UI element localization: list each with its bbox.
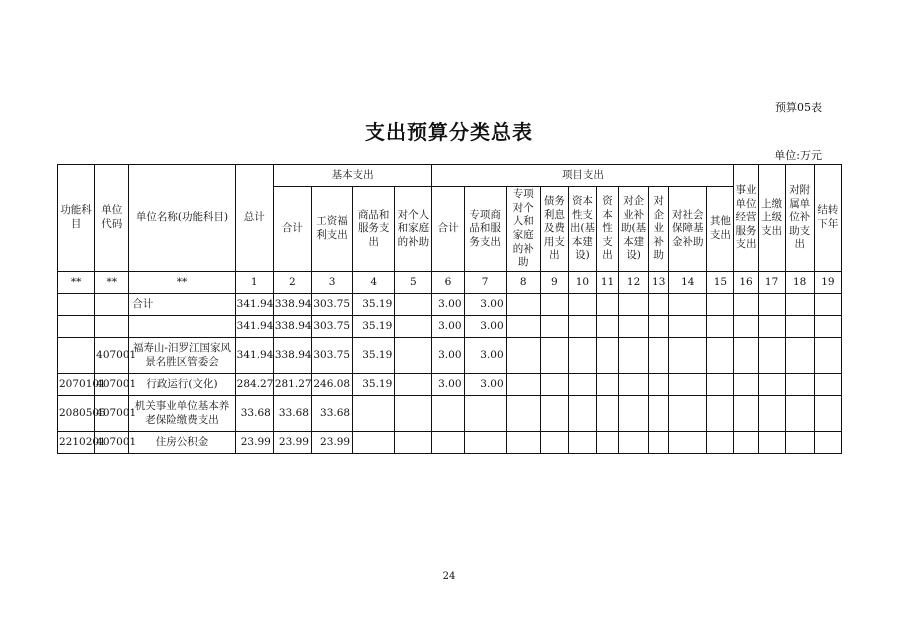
- amount-cell: [506, 432, 540, 454]
- amount-cell: [395, 316, 432, 338]
- table-row: [58, 396, 842, 432]
- amount-cell: [506, 396, 540, 432]
- func-code-cell: 2080505: [58, 396, 95, 432]
- amount-cell: [814, 374, 841, 396]
- index-cell: 5: [395, 272, 432, 294]
- unit-name-cell: 住房公积金: [129, 432, 235, 454]
- amount-cell: [707, 396, 734, 432]
- amount-cell: [669, 432, 707, 454]
- header-row-1: [58, 165, 842, 187]
- table-row: [58, 338, 842, 374]
- amount-cell: 3.00: [464, 316, 506, 338]
- amount-cell: [568, 338, 596, 374]
- amount-cell: 23.99: [273, 432, 311, 454]
- col-basic-total: 合计: [273, 187, 311, 272]
- amount-cell: 3.00: [432, 374, 464, 396]
- amount-cell: [596, 316, 618, 338]
- page-title: 支出预算分类总表: [365, 120, 533, 144]
- col-unit-code: 单位代码: [95, 165, 129, 272]
- amount-cell: [734, 294, 758, 316]
- amount-cell: 341.94: [235, 316, 273, 338]
- amount-cell: [395, 294, 432, 316]
- unit-name-cell: 机关事业单位基本养老保险缴费支出: [129, 396, 235, 432]
- col-other: 其他支出: [707, 187, 734, 272]
- col-capital: 资本性支出: [596, 187, 618, 272]
- func-code-cell: 2070101: [58, 374, 95, 396]
- func-code-cell: [58, 338, 95, 374]
- amount-cell: [814, 294, 841, 316]
- col-enterprise-build: 对企业补助(基本建设): [619, 187, 649, 272]
- amount-cell: [814, 316, 841, 338]
- amount-cell: [707, 316, 734, 338]
- table-body: [58, 272, 842, 454]
- amount-cell: [596, 374, 618, 396]
- amount-cell: [568, 374, 596, 396]
- amount-cell: 33.68: [273, 396, 311, 432]
- amount-cell: 303.75: [311, 294, 352, 316]
- amount-cell: [649, 316, 669, 338]
- amount-cell: [734, 316, 758, 338]
- amount-cell: [734, 374, 758, 396]
- index-cell: 9: [540, 272, 568, 294]
- col-proj-total: 合计: [432, 187, 464, 272]
- amount-cell: 35.19: [353, 374, 395, 396]
- unit-code-cell: [95, 316, 129, 338]
- index-cell: 13: [649, 272, 669, 294]
- col-proj-goods: 专项商品和服务支出: [464, 187, 506, 272]
- amount-cell: [395, 374, 432, 396]
- amount-cell: [814, 338, 841, 374]
- amount-cell: [758, 316, 785, 338]
- amount-cell: [540, 316, 568, 338]
- amount-cell: [707, 338, 734, 374]
- unit-name-cell: 合计: [129, 294, 235, 316]
- amount-cell: [568, 294, 596, 316]
- amount-cell: 3.00: [432, 294, 464, 316]
- amount-cell: [758, 294, 785, 316]
- table-row: [58, 374, 842, 396]
- amount-cell: [619, 396, 649, 432]
- amount-cell: [758, 338, 785, 374]
- group-basic: 基本支出: [273, 165, 432, 187]
- index-cell: 8: [506, 272, 540, 294]
- amount-cell: 23.99: [235, 432, 273, 454]
- index-cell: 16: [734, 272, 758, 294]
- amount-cell: [353, 396, 395, 432]
- index-cell: **: [129, 272, 235, 294]
- amount-cell: [669, 294, 707, 316]
- amount-cell: [464, 396, 506, 432]
- unit-label: 单位:万元: [774, 149, 822, 162]
- amount-cell: [619, 338, 649, 374]
- amount-cell: [540, 294, 568, 316]
- amount-cell: [707, 374, 734, 396]
- amount-cell: 3.00: [464, 374, 506, 396]
- amount-cell: [596, 294, 618, 316]
- col-personal: 对个人和家庭的补助: [395, 187, 432, 272]
- unit-name-cell: 行政运行(文化): [129, 374, 235, 396]
- amount-cell: 341.94: [235, 294, 273, 316]
- amount-cell: [734, 338, 758, 374]
- func-code-cell: [58, 316, 95, 338]
- amount-cell: [619, 374, 649, 396]
- index-cell: 12: [619, 272, 649, 294]
- amount-cell: [814, 432, 841, 454]
- col-social: 对社会保障基金补助: [669, 187, 707, 272]
- amount-cell: 338.94: [273, 294, 311, 316]
- page-number: 24: [442, 571, 456, 582]
- index-cell: 17: [758, 272, 785, 294]
- amount-cell: [707, 294, 734, 316]
- index-cell: 1: [235, 272, 273, 294]
- table-row: [58, 432, 842, 454]
- amount-cell: [540, 338, 568, 374]
- index-cell: 19: [814, 272, 841, 294]
- unit-code-cell: 407001: [95, 432, 129, 454]
- amount-cell: [785, 374, 814, 396]
- col-institution: 事业单位经营服务支出: [734, 165, 758, 272]
- index-cell: 15: [707, 272, 734, 294]
- group-project: 项目支出: [432, 165, 734, 187]
- col-total: 总计: [235, 165, 273, 272]
- amount-cell: [649, 338, 669, 374]
- col-goods: 商品和服务支出: [353, 187, 395, 272]
- table-row: [58, 316, 842, 338]
- amount-cell: [596, 432, 618, 454]
- amount-cell: [734, 432, 758, 454]
- amount-cell: [596, 338, 618, 374]
- unit-code-cell: 407001: [95, 374, 129, 396]
- amount-cell: [506, 338, 540, 374]
- form-number: 预算05表: [775, 101, 822, 114]
- amount-cell: [619, 432, 649, 454]
- index-cell: 2: [273, 272, 311, 294]
- amount-cell: 246.08: [311, 374, 352, 396]
- index-cell: 6: [432, 272, 464, 294]
- amount-cell: 3.00: [432, 316, 464, 338]
- amount-cell: [785, 432, 814, 454]
- col-unit-name: 单位名称(功能科目): [129, 165, 235, 272]
- index-row: [58, 272, 842, 294]
- amount-cell: 3.00: [464, 338, 506, 374]
- index-cell: 18: [785, 272, 814, 294]
- amount-cell: [464, 432, 506, 454]
- amount-cell: [568, 316, 596, 338]
- amount-cell: [669, 316, 707, 338]
- amount-cell: [649, 432, 669, 454]
- unit-code-cell: 407001: [95, 396, 129, 432]
- col-carryover: 结转下年: [814, 165, 841, 272]
- amount-cell: [568, 432, 596, 454]
- amount-cell: [814, 396, 841, 432]
- amount-cell: 3.00: [464, 294, 506, 316]
- index-cell: **: [58, 272, 95, 294]
- amount-cell: [734, 396, 758, 432]
- func-code-cell: [58, 294, 95, 316]
- amount-cell: [568, 396, 596, 432]
- unit-name-cell: 福寿山-汨罗江国家风景名胜区管委会: [129, 338, 235, 374]
- amount-cell: 35.19: [353, 338, 395, 374]
- col-upper: 上缴上级支出: [758, 165, 785, 272]
- unit-code-cell: 407001: [95, 338, 129, 374]
- amount-cell: 303.75: [311, 316, 352, 338]
- func-code-cell: 2210201: [58, 432, 95, 454]
- amount-cell: 303.75: [311, 338, 352, 374]
- amount-cell: [758, 374, 785, 396]
- amount-cell: [506, 374, 540, 396]
- amount-cell: [649, 294, 669, 316]
- amount-cell: 341.94: [235, 338, 273, 374]
- unit-code-cell: [95, 294, 129, 316]
- amount-cell: 338.94: [273, 316, 311, 338]
- col-debt: 债务利息及费用支出: [540, 187, 568, 272]
- index-cell: 14: [669, 272, 707, 294]
- amount-cell: [649, 396, 669, 432]
- amount-cell: [669, 374, 707, 396]
- col-func-subject: 功能科目: [58, 165, 95, 272]
- index-cell: 10: [568, 272, 596, 294]
- amount-cell: [506, 316, 540, 338]
- amount-cell: 33.68: [311, 396, 352, 432]
- amount-cell: 338.94: [273, 338, 311, 374]
- amount-cell: 33.68: [235, 396, 273, 432]
- amount-cell: [785, 396, 814, 432]
- amount-cell: [619, 316, 649, 338]
- unit-name-cell: [129, 316, 235, 338]
- amount-cell: [785, 338, 814, 374]
- col-affiliated: 对附属单位补助支出: [785, 165, 814, 272]
- amount-cell: [432, 396, 464, 432]
- amount-cell: [353, 432, 395, 454]
- amount-cell: [758, 432, 785, 454]
- amount-cell: [432, 432, 464, 454]
- index-cell: 4: [353, 272, 395, 294]
- amount-cell: [540, 374, 568, 396]
- amount-cell: 35.19: [353, 316, 395, 338]
- col-capital-build: 资本性支出(基本建设): [568, 187, 596, 272]
- amount-cell: [540, 432, 568, 454]
- amount-cell: 23.99: [311, 432, 352, 454]
- amount-cell: [506, 294, 540, 316]
- index-cell: 3: [311, 272, 352, 294]
- amount-cell: 281.27: [273, 374, 311, 396]
- col-proj-personal: 专项对个人和家庭的补助: [506, 187, 540, 272]
- amount-cell: [540, 396, 568, 432]
- budget-table: [57, 164, 842, 454]
- amount-cell: [669, 338, 707, 374]
- amount-cell: [785, 316, 814, 338]
- amount-cell: [785, 294, 814, 316]
- index-cell: 7: [464, 272, 506, 294]
- table-row: [58, 294, 842, 316]
- amount-cell: 3.00: [432, 338, 464, 374]
- amount-cell: [596, 396, 618, 432]
- amount-cell: [395, 432, 432, 454]
- amount-cell: [758, 396, 785, 432]
- amount-cell: [395, 338, 432, 374]
- index-cell: **: [95, 272, 129, 294]
- col-enterprise: 对企业补助: [649, 187, 669, 272]
- amount-cell: [669, 396, 707, 432]
- amount-cell: 284.27: [235, 374, 273, 396]
- amount-cell: [649, 374, 669, 396]
- amount-cell: [395, 396, 432, 432]
- col-salary: 工资福利支出: [311, 187, 352, 272]
- amount-cell: [707, 432, 734, 454]
- amount-cell: 35.19: [353, 294, 395, 316]
- index-cell: 11: [596, 272, 618, 294]
- amount-cell: [619, 294, 649, 316]
